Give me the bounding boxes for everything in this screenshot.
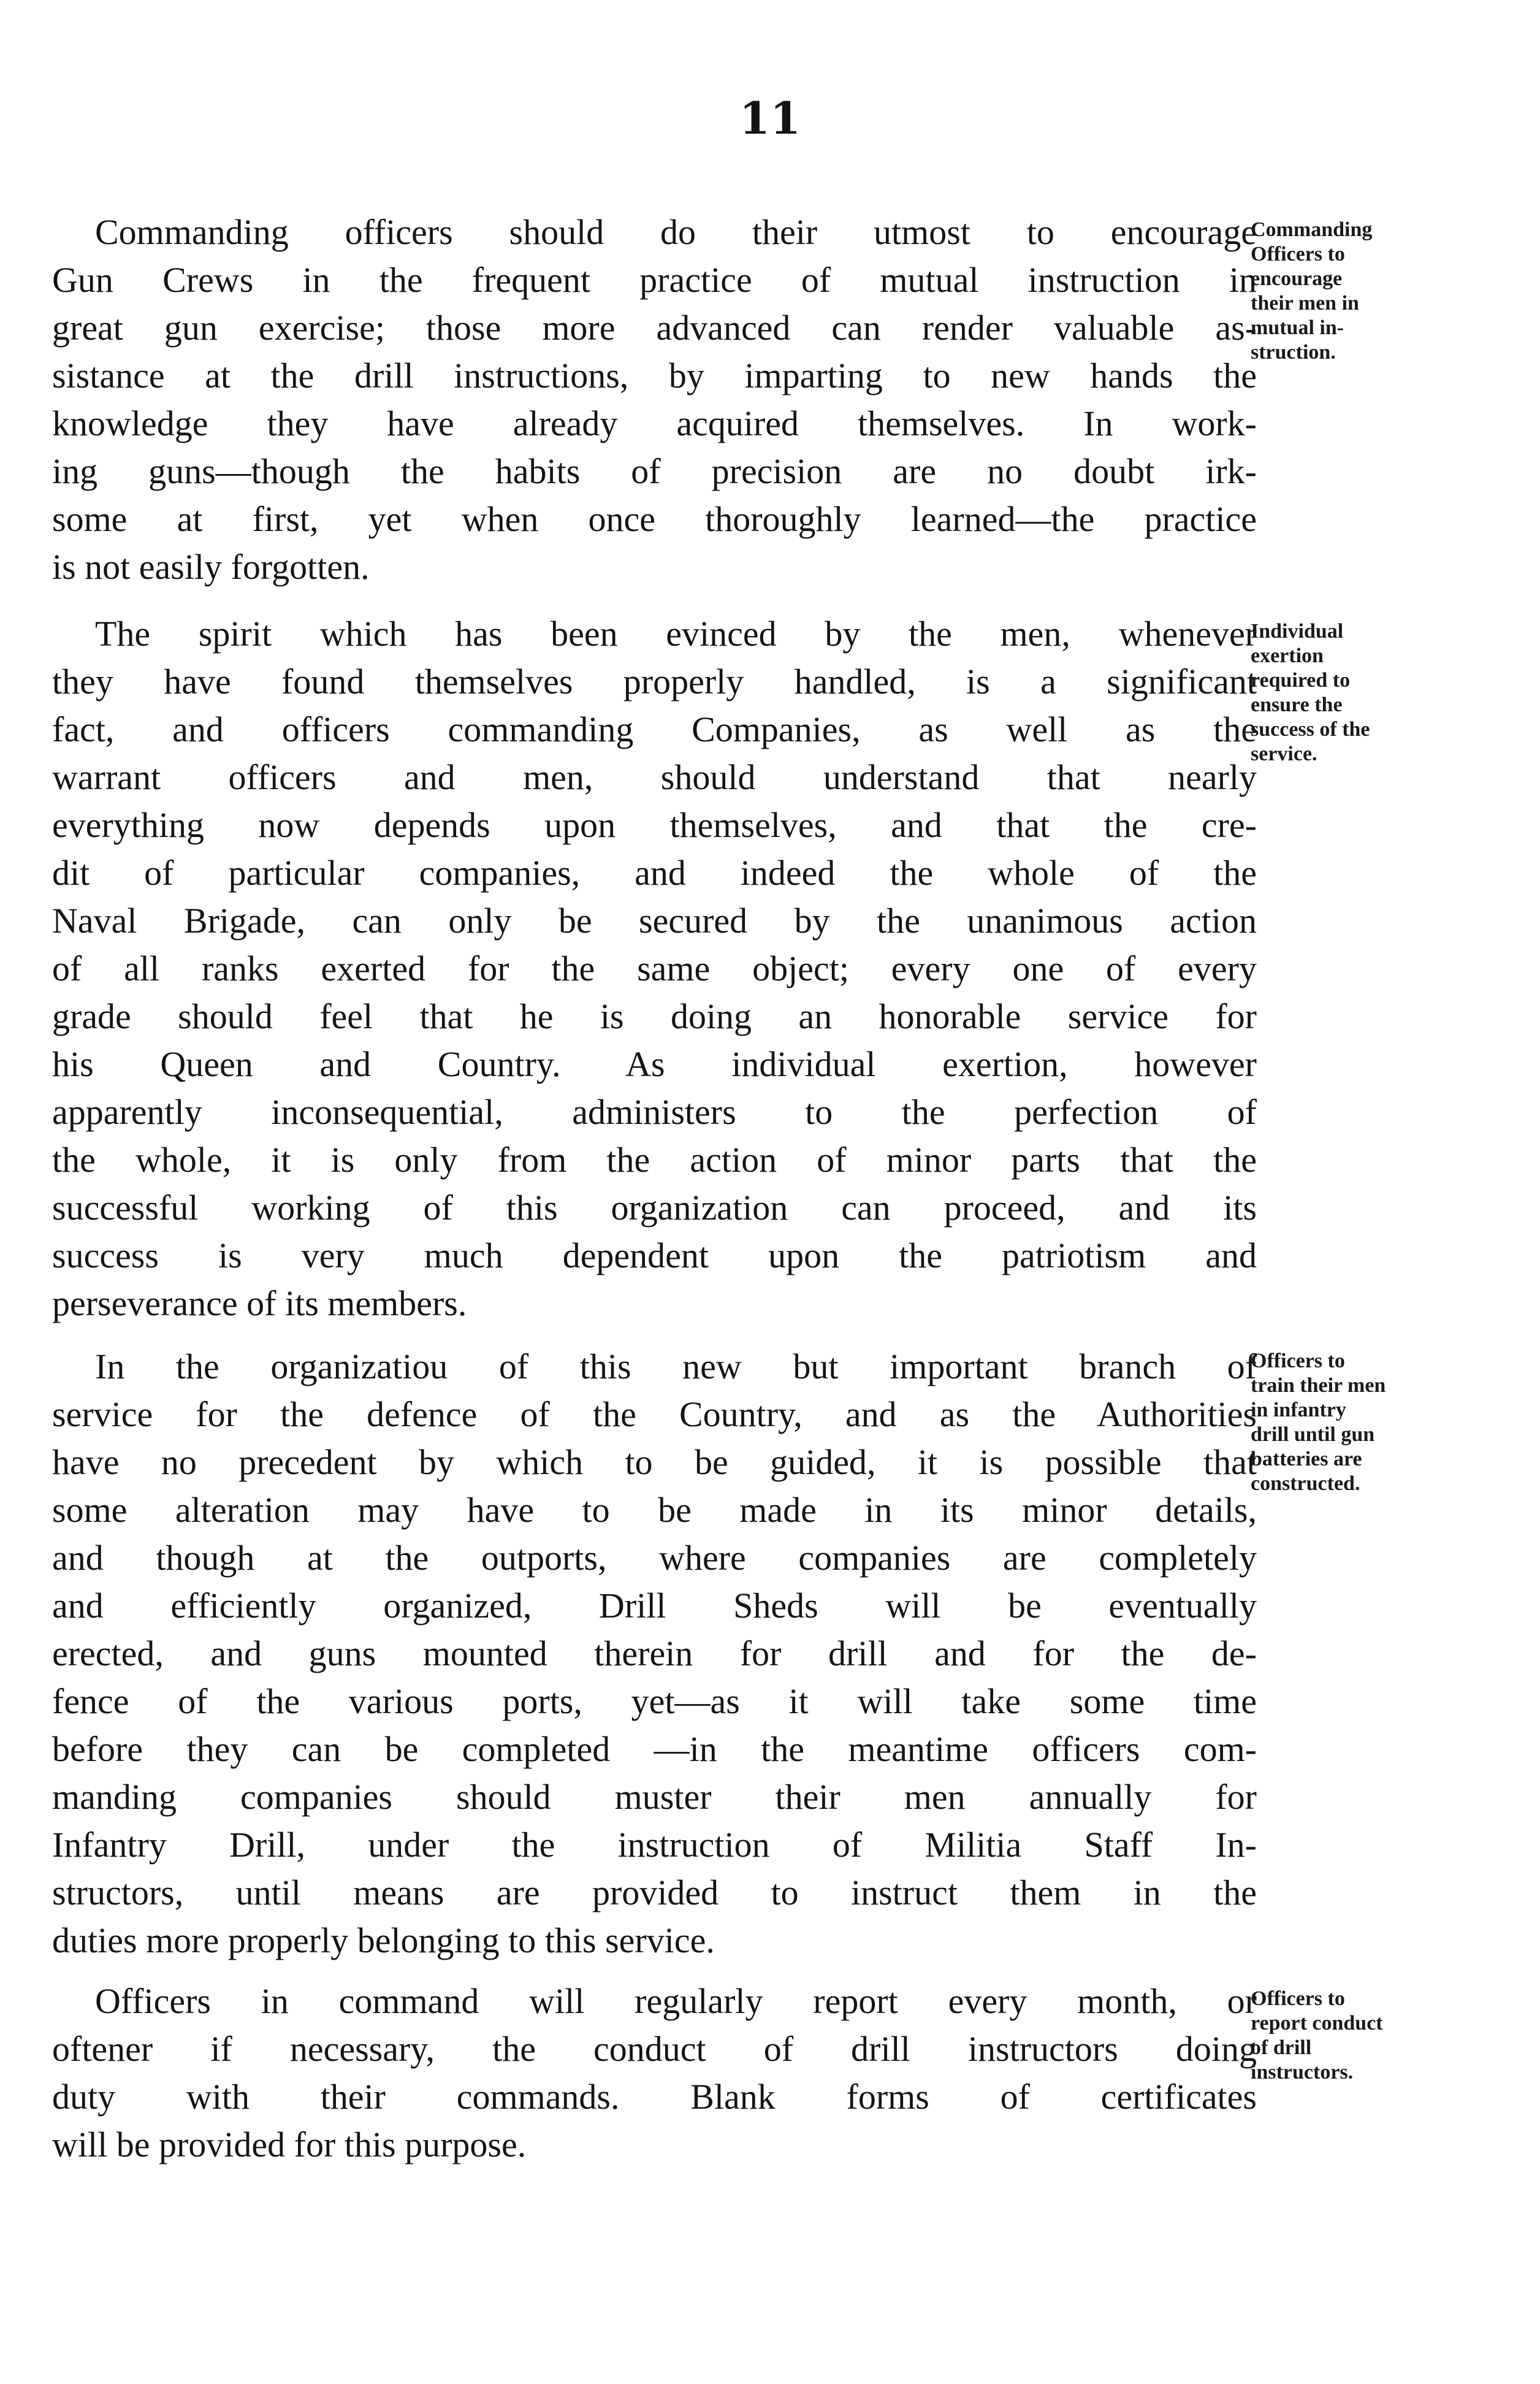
text-line: Infantry Drill, under the instruction of Militia Staff In-	[52, 1825, 1257, 1865]
margin-note-4	[1251, 1987, 1508, 2085]
margin-note-line: Individual	[1251, 620, 1344, 643]
margin-note-line: in infantry	[1251, 1399, 1346, 1421]
margin-note-2	[1251, 619, 1508, 766]
margin-note-line: Officers to	[1251, 243, 1345, 266]
margin-note-line: success of the	[1251, 718, 1370, 741]
text-line: is not easily forgotten.	[52, 547, 370, 587]
text-line: successful working of this organization can proceed, and its	[52, 1188, 1257, 1228]
margin-note-line: of drill	[1251, 2036, 1312, 2059]
margin-note-line: drill until gun	[1251, 1423, 1375, 1446]
text-line: ing guns—though the habits of precision are no doubt irk-	[52, 451, 1257, 491]
margin-note-line: batteries are	[1251, 1448, 1362, 1470]
margin-note-line: Commanding	[1251, 218, 1373, 241]
text-line: oftener if necessary, the conduct of drill instructors doing	[52, 2029, 1257, 2069]
text-line: before they can be completed —in the meantime officers com-	[52, 1729, 1257, 1769]
text-line: have no precedent by which to be guided, it is possible that	[52, 1442, 1257, 1482]
text-line: service for the defence of the Country, and as the Authorities	[52, 1394, 1257, 1434]
margin-note-line: mutual in-	[1251, 316, 1344, 339]
margin-note-line: report conduct	[1251, 2012, 1383, 2034]
text-line: fact, and officers commanding Companies, as well as the	[52, 709, 1257, 749]
margin-note-line: constructed.	[1251, 1472, 1360, 1495]
text-line: erected, and guns mounted therein for drill and for the de-	[52, 1633, 1257, 1673]
text-line: The spirit which has been evinced by the men, whenever	[95, 614, 1257, 654]
margin-note-line: encourage	[1251, 267, 1343, 290]
text-line: knowledge they have already acquired themselves. In work-	[52, 403, 1257, 443]
text-line: duty with their commands. Blank forms of certificates	[52, 2077, 1257, 2117]
text-line: of all ranks exerted for the same object; every one of every	[52, 949, 1257, 988]
text-line: structors, until means are provided to instruct them in the	[52, 1873, 1257, 1912]
text-line: they have found themselves properly handled, is a significant	[52, 662, 1257, 701]
text-line: Naval Brigade, can only be secured by the unanimous action	[52, 901, 1257, 941]
text-line: and efficiently organized, Drill Sheds will be eventually	[52, 1586, 1257, 1626]
text-line: will be provided for this purpose.	[52, 2125, 527, 2164]
margin-note-3	[1251, 1349, 1508, 1496]
margin-note-line: train their men	[1251, 1374, 1386, 1397]
margin-note-line: required to	[1251, 669, 1351, 692]
margin-note-line: their men in	[1251, 292, 1359, 315]
text-line: perseverance of its members.	[52, 1283, 467, 1323]
text-line: In the organizatiou of this new but important branch of	[95, 1347, 1257, 1386]
margin-note-line: Officers to	[1251, 1350, 1345, 1372]
text-line: Gun Crews in the frequent practice of mutual instruction in	[52, 260, 1257, 300]
text-line: some at first, yet when once thoroughly learned—the practice	[52, 499, 1257, 539]
text-line: warrant officers and men, should understand that nearly	[52, 757, 1257, 797]
text-line: great gun exercise; those more advanced can render valuable as-	[52, 308, 1257, 348]
text-line: fence of the various ports, yet—as it will take some time	[52, 1681, 1257, 1721]
text-line: manding companies should muster their men annually for	[52, 1777, 1257, 1817]
margin-note-line: exertion	[1251, 644, 1324, 667]
text-line: and though at the outports, where companies are completely	[52, 1538, 1257, 1578]
text-line: duties more properly belonging to this service.	[52, 1920, 715, 1960]
text-line: Commanding officers should do their utmost to encourage	[95, 212, 1257, 252]
text-line: his Queen and Country. As individual exertion, however	[52, 1044, 1257, 1084]
text-line: apparently inconsequential, administers to the perfection of	[52, 1092, 1257, 1132]
text-line: Officers in command will regularly report every month, or	[95, 1981, 1257, 2021]
text-line: dit of particular companies, and indeed the whole of the	[52, 853, 1257, 893]
text-line: grade should feel that he is doing an honorable service for	[52, 996, 1257, 1036]
text-line: sistance at the drill instructions, by imparting to new hands the	[52, 356, 1257, 395]
text-line: some alteration may have to be made in its minor details,	[52, 1490, 1257, 1530]
margin-note-line: Officers to	[1251, 1987, 1345, 2010]
margin-note-1	[1251, 218, 1508, 365]
margin-note-line: struction.	[1251, 341, 1336, 364]
margin-note-line: ensure the	[1251, 693, 1343, 716]
text-line: everything now depends upon themselves, and that the cre-	[52, 805, 1257, 845]
margin-note-line: instructors.	[1251, 2061, 1354, 2084]
page-number: 11	[739, 92, 801, 144]
text-line: success is very much dependent upon the patriotism and	[52, 1236, 1257, 1275]
text-line: the whole, it is only from the action of minor parts that the	[52, 1140, 1257, 1180]
margin-note-line: service.	[1251, 743, 1317, 765]
